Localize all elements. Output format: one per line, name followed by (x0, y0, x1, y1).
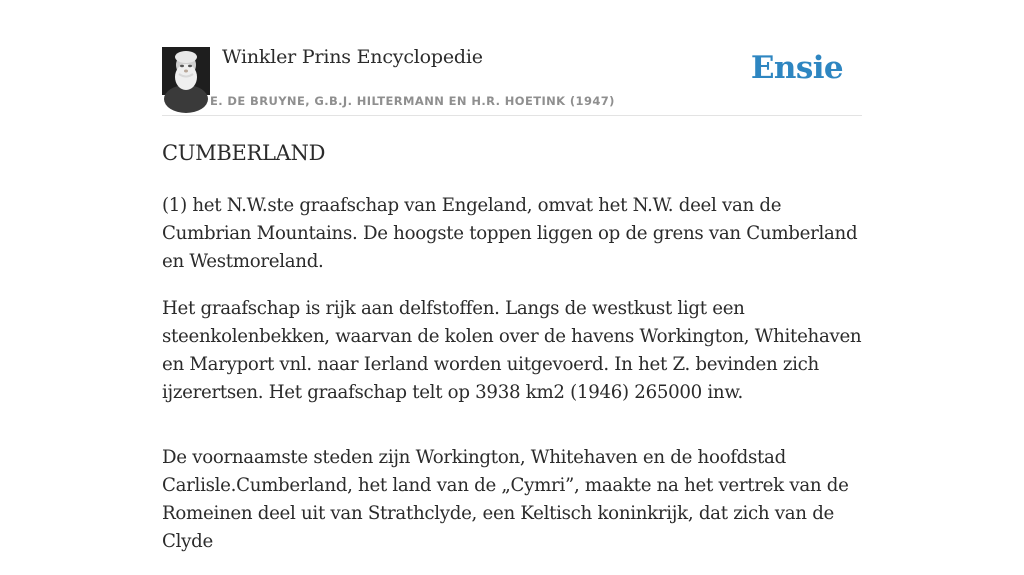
site-header (162, 0, 862, 116)
page (162, 0, 862, 552)
paragraph: (1) het N.W.ste graafschap van Engeland, omvat het N.W. deel van de Cumbrian Mountains. De hoogste toppen liggen op de grens van Cumberland en Westmoreland. (162, 195, 858, 272)
brand-logo[interactable]: Ensie (750, 50, 843, 86)
bearded-man-portrait-icon (162, 47, 210, 95)
authors-line: E. DE BRUYNE, G.B.J. HILTERMANN EN H.R. HOETINK (1947) (210, 94, 615, 108)
paragraph: Het graafschap is rijk aan delfstoffen. Langs de westkust ligt een steenkolenbekken, waarvan de kolen over de havens Workington, Whitehaven en Maryport vnl. naar Ierland worden uitgevoerd. In het Z. bevinden zich ijzerertsen. Het graafschap telt op 3938 km2 (1946) 265000 inw. (162, 298, 862, 403)
site-title[interactable]: Winkler Prins Encyclopedie (222, 46, 483, 68)
paragraph: De voornaamste steden zijn Workington, Whitehaven en de hoofdstad Carlisle.Cumberland, het land van de „Cymri”, maakte na het vertrek van de Romeinen deel uit van Strathclyde, een Keltisch koninkrijk, dat zich van de Clyde (162, 447, 849, 552)
entry-body (162, 192, 862, 575)
author-avatar[interactable] (162, 47, 210, 95)
entry-title: CUMBERLAND (162, 141, 326, 165)
